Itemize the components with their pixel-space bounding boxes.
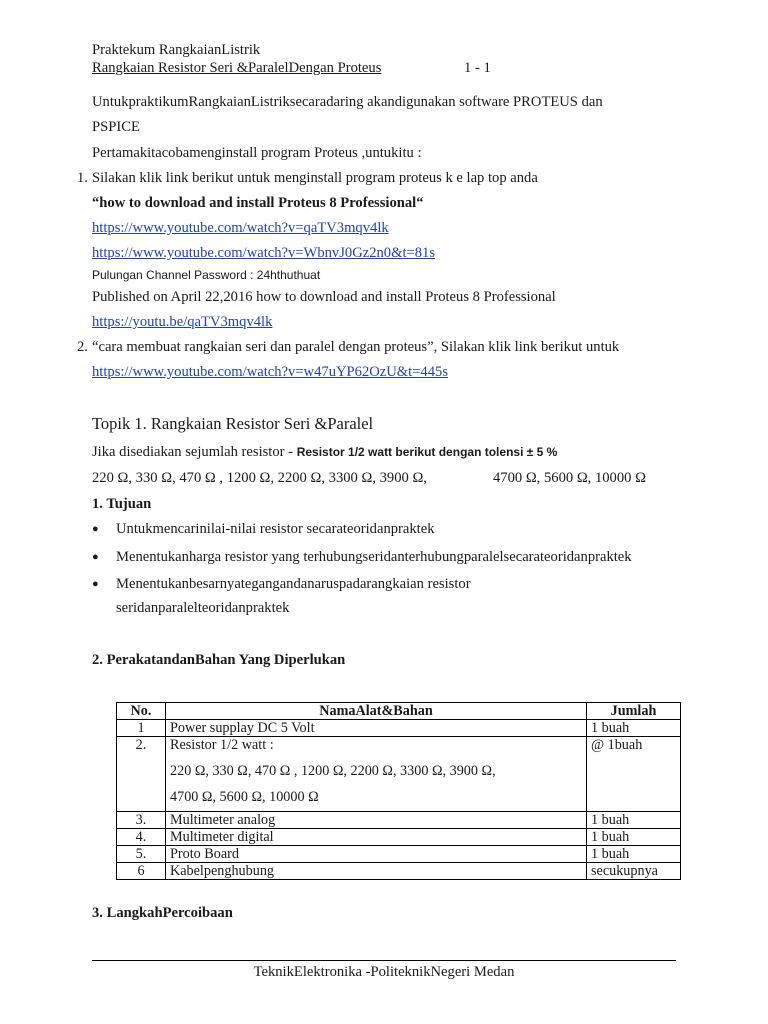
row-no: 6	[117, 863, 166, 880]
list-item-1-number: 1.	[77, 170, 88, 186]
intro-paragraph-line2: PSPICE	[92, 119, 140, 135]
row-qty: secukupnya	[587, 863, 681, 880]
bullet-icon: ●	[92, 578, 99, 590]
intro-paragraph-2: Pertamakitacobamenginstall program Proteus ,untukitu :	[92, 145, 422, 161]
tujuan-item-3-line2: seridanparalelteoridanpraktek	[116, 600, 290, 616]
resistor-values-a: 220 Ω, 330 Ω, 470 Ω , 1200 Ω, 2200 Ω, 3300 Ω, 3900 Ω,	[92, 470, 427, 486]
bullet-icon: ●	[92, 551, 99, 563]
topic-intro-serif: Jika disediakan sejumlah resistor -	[92, 444, 294, 460]
youtube-link-1[interactable]: https://www.youtube.com/watch?v=qaTV3mqv4lk	[92, 220, 389, 236]
header-title: Praktekum RangkaianListrik	[92, 42, 261, 58]
footer-text: TeknikElektronika -PoliteknikNegeri Medan	[253, 964, 515, 980]
row-name-line2: 220 Ω, 330 Ω, 470 Ω , 1200 Ω, 2200 Ω, 3300 Ω, 3900 Ω,	[170, 763, 496, 779]
row-name-line1: Resistor 1/2 watt :	[170, 737, 274, 753]
table-row	[117, 846, 681, 863]
topic-title: Topik 1. Rangkaian Resistor Seri &Paralel	[92, 414, 374, 433]
resistor-values-b: 4700 Ω, 5600 Ω, 10000 Ω	[493, 470, 646, 486]
list-item-2-number: 2.	[77, 339, 88, 355]
table-row	[117, 737, 681, 812]
youtube-short-link[interactable]: https://youtu.be/qaTV3mqv4lk	[92, 314, 273, 330]
table-row	[117, 863, 681, 880]
youtube-link-2[interactable]: https://www.youtube.com/watch?v=WbnvJ0Gz2n0&t=81s	[92, 245, 436, 261]
tujuan-item-2: Menentukanharga resistor yang terhubungseridanterhubungparalelsecarateoridanpraktek	[116, 549, 632, 565]
row-qty: @ 1buah	[587, 737, 681, 812]
row-name-line3: 4700 Ω, 5600 Ω, 10000 Ω	[170, 789, 319, 805]
row-no: 1	[117, 720, 166, 737]
table-row	[117, 829, 681, 846]
youtube-link-4[interactable]: https://www.youtube.com/watch?v=w47uYP62OzU&t=445s	[92, 364, 449, 380]
row-no: 3.	[117, 812, 166, 829]
tujuan-item-1: Untukmencarinilai-nilai resistor secarateoridanpraktek	[116, 521, 435, 537]
tujuan-item-3-line1: Menentukanbesarnyategangandanaruspadarangkaian resistor	[116, 576, 471, 592]
header-subtitle	[92, 60, 492, 77]
row-no: 4.	[117, 829, 166, 846]
row-no: 2.	[117, 737, 166, 812]
col-header-qty: Jumlah	[587, 703, 681, 720]
list-item-2-text: “cara membuat rangkaian seri dan paralel dengan proteus”, Silakan klik link berikut untuk	[92, 339, 620, 355]
row-qty: 1 buah	[587, 812, 681, 829]
password-note: Pulungan Channel Password : 24hthuthuat	[92, 268, 321, 282]
row-qty: 1 buah	[587, 720, 681, 737]
bahan-heading: 2. PerakatandanBahan Yang Diperlukan	[92, 652, 346, 668]
row-name: Power supplay DC 5 Volt	[166, 720, 587, 737]
row-qty: 1 buah	[587, 846, 681, 863]
header-subtitle-text: Rangkaian Resistor Seri &ParalelDengan Proteus	[92, 60, 382, 76]
intro-paragraph-line1: UntukpraktikumRangkaianListriksecaradaring akandigunakan software PROTEUS dan	[92, 94, 603, 110]
row-name	[166, 737, 587, 812]
list-item-1-text: Silakan klik link berikut untuk menginstall program proteus k e lap top anda	[92, 170, 538, 186]
row-name: Multimeter analog	[166, 812, 587, 829]
table-header-row	[117, 703, 681, 720]
topic-intro	[92, 444, 557, 461]
published-note: Published on April 22,2016 how to download and install Proteus 8 Professional	[92, 289, 556, 305]
tujuan-heading: 1. Tujuan	[92, 496, 152, 512]
langkah-heading: 3. LangkahPercoibaan	[92, 905, 233, 921]
topic-intro-sans: Resistor 1/2 watt berikut dengan tolensi ± 5 %	[296, 445, 558, 459]
equipment-table	[116, 702, 681, 880]
row-name: Multimeter digital	[166, 829, 587, 846]
bullet-icon: ●	[92, 523, 99, 535]
table-row	[117, 812, 681, 829]
col-header-name: NamaAlat&Bahan	[166, 703, 587, 720]
row-name: Kabelpenghubung	[166, 863, 587, 880]
col-header-no: No.	[117, 703, 166, 720]
table-row	[117, 720, 681, 737]
row-name: Proto Board	[166, 846, 587, 863]
row-qty: 1 buah	[587, 829, 681, 846]
list-item-1-title: “how to download and install Proteus 8 Professional“	[92, 195, 424, 211]
footer-divider	[92, 960, 676, 961]
row-no: 5.	[117, 846, 166, 863]
page-number: 1 - 1	[464, 60, 491, 76]
